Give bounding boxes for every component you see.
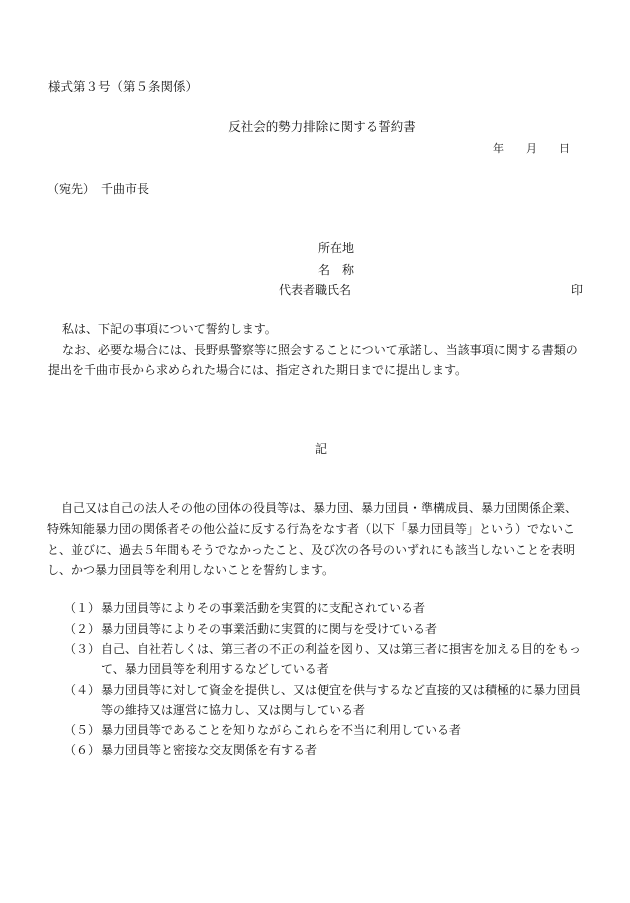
item-text: 自己、自社若しくは、第三者の不正の利益を図り、又は第三者に損害を加える目的をもっ: [101, 642, 582, 656]
document-title: 反社会的勢力排除に関する誓約書: [228, 119, 416, 134]
item-text: 暴力団員等と密接な交友関係を有する者: [101, 743, 318, 757]
date-year-label: 年: [493, 142, 504, 155]
date-month-label: 月: [526, 142, 537, 155]
representative-label: 代表者職氏名: [279, 283, 352, 297]
pledge-line-3: 提出を千曲市長から求められた場合には、指定された期日までに提出します。: [48, 363, 468, 377]
item-number: （１）: [64, 601, 101, 615]
date-fields: [493, 143, 570, 154]
form-number: 様式第３号（第５条関係）: [48, 79, 199, 94]
item-number: （３）: [64, 642, 101, 656]
declaration-line-2: 特殊知能暴力団の関係者その他公益に反する行為をなす者（以下「暴力団員等」という）でないこ: [47, 522, 576, 536]
item-text-continuation: 等の維持又は運営に協力し、又は関与している者: [101, 703, 366, 717]
item-number: （６）: [64, 743, 101, 757]
item-number: （５）: [64, 723, 101, 737]
item-text: 暴力団員等に対して資金を提供し、又は便宜を供与するなど直接的又は積極的に暴力団員: [101, 683, 582, 697]
pledge-line-2: なお、必要な場合には、長野県警察等に照会することについて承諾し、当該事項に関する書類の: [62, 343, 578, 357]
pledge-line-1: 私は、下記の事項について誓約します。: [62, 322, 277, 336]
addressee: （宛先） 千曲市長: [47, 182, 150, 196]
item-text: 暴力団員等によりその事業活動を実質的に支配されている者: [101, 601, 426, 615]
declaration-line-3: と、並びに、過去５年間もそうでなかったこと、及び次の各号のいずれにも該当しないことを表明: [47, 543, 576, 557]
item-number: （２）: [64, 622, 101, 636]
address-label: 所在地: [318, 241, 355, 255]
declaration-line-4: し、かつ暴力団員等を利用しないことを誓約します。: [47, 563, 335, 577]
item-text: 暴力団員等であることを知りながらこれらを不当に利用している者: [101, 723, 462, 737]
ki-heading: 記: [314, 442, 327, 456]
declaration-line-1: 自己又は自己の法人その他の団体の役員等は、暴力団、暴力団員・準構成員、暴力団関係企業、: [61, 501, 578, 515]
date-day-label: 日: [559, 142, 570, 155]
item-text: 暴力団員等によりその事業活動に実質的に関与を受けている者: [101, 622, 438, 636]
item-text-continuation: て、暴力団員等を利用するなどしている者: [101, 662, 329, 676]
seal-mark: 印: [571, 283, 584, 297]
item-number: （４）: [64, 683, 101, 697]
company-name-label: 名 称: [318, 263, 355, 277]
